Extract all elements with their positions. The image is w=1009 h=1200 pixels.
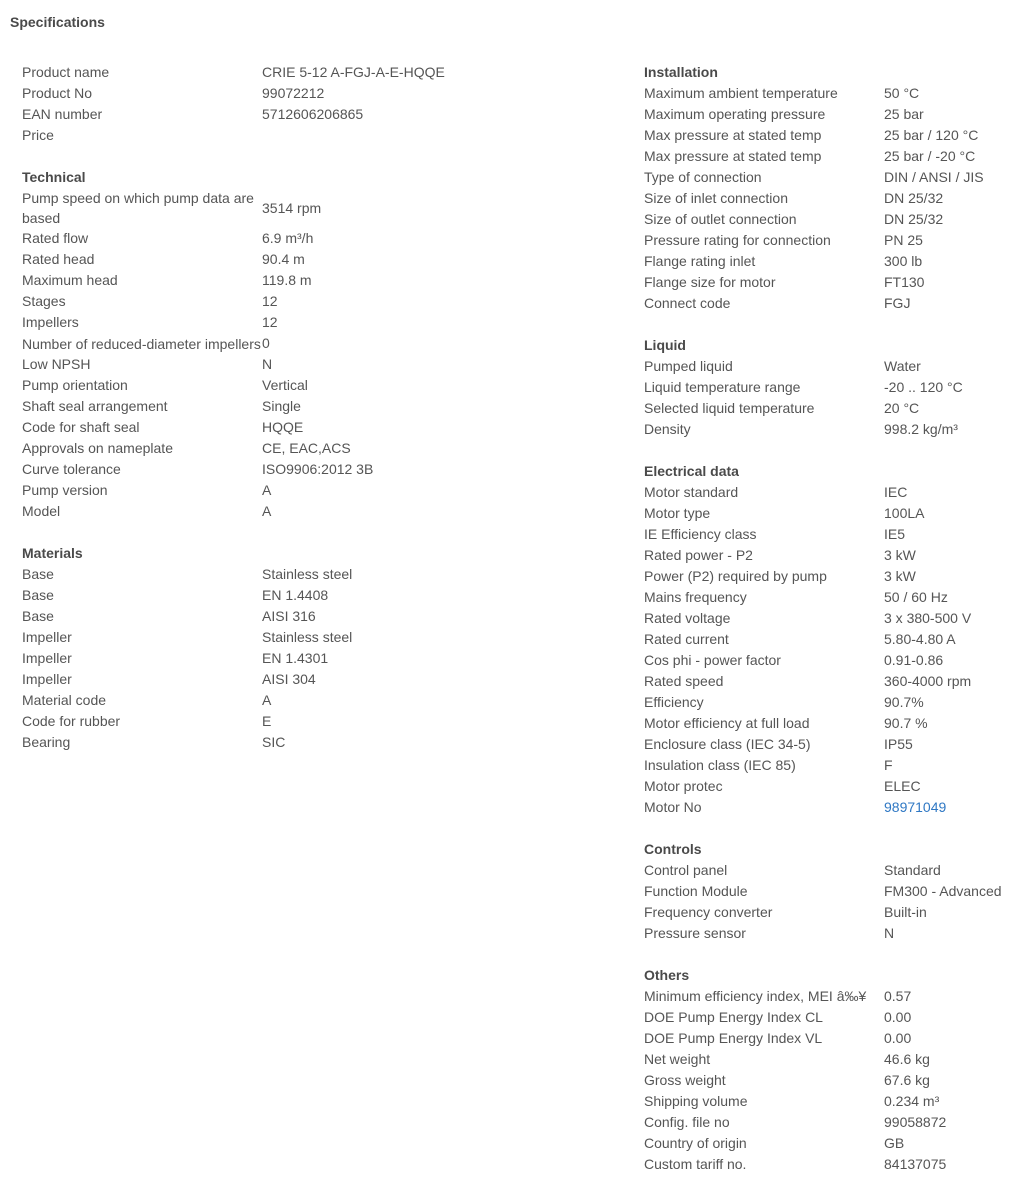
- spec-row: [22, 417, 542, 438]
- spec-value: IP55: [884, 736, 913, 752]
- spec-value: 99058872: [884, 1114, 947, 1130]
- spec-value: 99072212: [262, 85, 325, 101]
- spec-row: [22, 606, 542, 627]
- spec-label: Impeller: [22, 650, 72, 666]
- controls-title: Controls: [644, 841, 702, 857]
- electrical-section: [644, 461, 1009, 818]
- spec-value: ELEC: [884, 778, 921, 794]
- spec-value: 12: [262, 314, 278, 330]
- spec-label: Density: [644, 421, 691, 437]
- spec-label: Net weight: [644, 1051, 711, 1067]
- spec-row: [22, 669, 542, 690]
- spec-value: 20 °C: [884, 400, 920, 416]
- spec-label: DOE Pump Energy Index CL: [644, 1009, 823, 1025]
- materials-title: Materials: [22, 545, 83, 561]
- spec-label: Pressure rating for connection: [644, 232, 831, 248]
- spec-label: Motor protec: [644, 778, 723, 794]
- spec-value: 90.7 %: [884, 715, 928, 731]
- spec-label: Enclosure class (IEC 34-5): [644, 736, 811, 752]
- spec-row: [22, 375, 542, 396]
- spec-row: [22, 648, 542, 669]
- spec-value: -20 .. 120 °C: [884, 379, 963, 395]
- others-title: Others: [644, 967, 690, 983]
- spec-value: HQQE: [262, 419, 304, 435]
- spec-row: [22, 104, 542, 125]
- spec-value: N: [262, 356, 273, 372]
- spec-row: [644, 146, 1009, 167]
- spec-value: DN 25/32: [884, 211, 944, 227]
- technical-title: Technical: [22, 169, 86, 185]
- spec-value: AISI 304: [262, 671, 316, 687]
- spec-row: [22, 627, 542, 648]
- spec-value: GB: [884, 1135, 905, 1151]
- spec-row: [22, 62, 542, 83]
- spec-row: [644, 1028, 1009, 1049]
- spec-label: Bearing: [22, 734, 71, 750]
- electrical-title: Electrical data: [644, 463, 739, 479]
- spec-row: [644, 986, 1009, 1007]
- spec-label: Size of outlet connection: [644, 211, 797, 227]
- spec-value: 100LA: [884, 505, 925, 521]
- spec-row: [644, 860, 1009, 881]
- spec-label: Curve tolerance: [22, 461, 121, 477]
- spec-label: Flange rating inlet: [644, 253, 756, 269]
- spec-row: [644, 566, 1009, 587]
- spec-row: [22, 396, 542, 417]
- spec-value: 0.91-0.86: [884, 652, 944, 668]
- spec-label: Type of connection: [644, 169, 762, 185]
- spec-row: [644, 692, 1009, 713]
- spec-row: [644, 1112, 1009, 1133]
- spec-label: Function Module: [644, 883, 748, 899]
- spec-row: [22, 711, 542, 732]
- installation-title: Installation: [644, 64, 718, 80]
- spec-row: [22, 188, 542, 228]
- spec-value: 84137075: [884, 1156, 947, 1172]
- spec-value: AISI 316: [262, 608, 316, 624]
- installation-section: [644, 62, 1009, 314]
- spec-label: Product No: [22, 85, 93, 101]
- spec-label: Mains frequency: [644, 589, 747, 605]
- spec-value: 3 kW: [884, 547, 916, 563]
- spec-label: EAN number: [22, 106, 103, 122]
- spec-row: [22, 564, 542, 585]
- spec-row: [644, 881, 1009, 902]
- materials-section: [22, 543, 542, 753]
- spec-row: [22, 480, 542, 501]
- spec-value: 119.8 m: [262, 272, 312, 288]
- spec-row: [644, 713, 1009, 734]
- spec-row: [644, 377, 1009, 398]
- spec-value: 50 °C: [884, 85, 920, 101]
- spec-row: [644, 1154, 1009, 1175]
- spec-value: 90.4 m: [262, 251, 305, 267]
- spec-label: Power (P2) required by pump: [644, 568, 827, 584]
- spec-value: DIN / ANSI / JIS: [884, 169, 984, 185]
- spec-label: Minimum efficiency index, MEI â‰¥: [644, 988, 867, 1004]
- spec-value: FT130: [884, 274, 925, 290]
- spec-value: Built-in: [884, 904, 927, 920]
- spec-value: 25 bar / 120 °C: [884, 127, 979, 143]
- spec-row: [644, 1070, 1009, 1091]
- spec-value: CRIE 5-12 A-FGJ-A-E-HQQE: [262, 64, 445, 80]
- spec-label: Country of origin: [644, 1135, 747, 1151]
- spec-label: Rated voltage: [644, 610, 731, 626]
- spec-label: Pumped liquid: [644, 358, 733, 374]
- spec-row: [644, 167, 1009, 188]
- spec-label: Liquid temperature range: [644, 379, 801, 395]
- spec-row: [644, 104, 1009, 125]
- spec-row: [22, 125, 542, 146]
- spec-value: Vertical: [262, 377, 308, 393]
- spec-value: A: [262, 503, 272, 519]
- spec-row: [644, 902, 1009, 923]
- spec-label: Motor standard: [644, 484, 739, 500]
- spec-label: Control panel: [644, 862, 728, 878]
- spec-value: 0.57: [884, 988, 912, 1004]
- spec-row: [644, 734, 1009, 755]
- spec-label: Gross weight: [644, 1072, 726, 1088]
- spec-label: Base: [22, 608, 54, 624]
- spec-label: Efficiency: [644, 694, 704, 710]
- spec-label: Cos phi - power factor: [644, 652, 781, 668]
- spec-row: [644, 1091, 1009, 1112]
- spec-label: Stages: [22, 293, 66, 309]
- spec-label: Approvals on nameplate: [22, 440, 173, 456]
- spec-row: [644, 230, 1009, 251]
- spec-value: ISO9906:2012 3B: [262, 461, 374, 477]
- spec-value: IEC: [884, 484, 908, 500]
- spec-label: Rated head: [22, 251, 95, 267]
- spec-value: 360-4000 rpm: [884, 673, 972, 689]
- spec-label: Low NPSH: [22, 356, 91, 372]
- spec-row: [644, 1007, 1009, 1028]
- spec-row: [644, 587, 1009, 608]
- motor-no-link[interactable]: 98971049: [884, 799, 947, 815]
- spec-row: [22, 270, 542, 291]
- general-section: [22, 62, 542, 146]
- spec-row: [644, 482, 1009, 503]
- liquid-section: [644, 335, 1009, 440]
- spec-value: DN 25/32: [884, 190, 944, 206]
- spec-label: Impellers: [22, 314, 79, 330]
- spec-label: Maximum ambient temperature: [644, 85, 838, 101]
- spec-value: A: [262, 482, 272, 498]
- spec-row: [644, 83, 1009, 104]
- spec-value: 25 bar: [884, 106, 924, 122]
- spec-value: 67.6 kg: [884, 1072, 930, 1088]
- spec-row: [644, 608, 1009, 629]
- spec-label: Base: [22, 566, 54, 582]
- spec-row: [22, 333, 542, 354]
- spec-value: 90.7%: [884, 694, 924, 710]
- spec-label: Config. file no: [644, 1114, 730, 1130]
- spec-row: [22, 459, 542, 480]
- spec-row: [644, 755, 1009, 776]
- spec-row: [644, 923, 1009, 944]
- spec-value: 3 x 380-500 V: [884, 610, 972, 626]
- spec-label: Rated power - P2: [644, 547, 753, 563]
- spec-row: [644, 356, 1009, 377]
- spec-label: Number of reduced-diameter impellers: [22, 335, 261, 352]
- spec-label: Motor type: [644, 505, 711, 521]
- spec-label: Pump orientation: [22, 377, 128, 393]
- spec-value: 6.9 m³/h: [262, 230, 314, 246]
- right-column: [644, 62, 1009, 1196]
- spec-label: Maximum operating pressure: [644, 106, 826, 122]
- spec-value: 300 lb: [884, 253, 923, 269]
- spec-value: Stainless steel: [262, 629, 353, 645]
- spec-label: Price: [22, 127, 54, 143]
- spec-value: 5712606206865: [262, 106, 364, 122]
- spec-row: [644, 629, 1009, 650]
- spec-row: [644, 776, 1009, 797]
- spec-row: [644, 524, 1009, 545]
- spec-row: [22, 585, 542, 606]
- spec-row: [644, 209, 1009, 230]
- spec-label: Motor No: [644, 799, 702, 815]
- spec-label: Insulation class (IEC 85): [644, 757, 796, 773]
- spec-label: Maximum head: [22, 272, 118, 288]
- spec-label: Max pressure at stated temp: [644, 148, 822, 164]
- spec-label: Rated speed: [644, 673, 724, 689]
- spec-label: Code for shaft seal: [22, 419, 140, 435]
- spec-value: E: [262, 713, 272, 729]
- spec-value: 5.80-4.80 A: [884, 631, 956, 647]
- spec-label: IE Efficiency class: [644, 526, 757, 542]
- spec-label: Base: [22, 587, 54, 603]
- spec-row: [644, 503, 1009, 524]
- spec-label: Code for rubber: [22, 713, 121, 729]
- spec-label: Custom tariff no.: [644, 1156, 747, 1172]
- spec-label: Frequency converter: [644, 904, 773, 920]
- spec-value: Standard: [884, 862, 941, 878]
- spec-label: Shipping volume: [644, 1093, 748, 1109]
- spec-value: 0.00: [884, 1030, 912, 1046]
- spec-value: 12: [262, 293, 278, 309]
- spec-value: 50 / 60 Hz: [884, 589, 948, 605]
- spec-row: [644, 1133, 1009, 1154]
- spec-value: SIC: [262, 734, 286, 750]
- spec-value: CE, EAC,ACS: [262, 440, 351, 456]
- spec-value: N: [884, 925, 895, 941]
- spec-label: Pressure sensor: [644, 925, 746, 941]
- spec-value: PN 25: [884, 232, 923, 248]
- spec-value: A: [262, 692, 272, 708]
- spec-label: DOE Pump Energy Index VL: [644, 1030, 823, 1046]
- spec-label: Impeller: [22, 671, 72, 687]
- spec-value: IE5: [884, 526, 906, 542]
- spec-value: F: [884, 757, 893, 773]
- spec-label: Pump speed on which pump data are based: [22, 190, 254, 226]
- spec-value: EN 1.4408: [262, 587, 329, 603]
- spec-value: FM300 - Advanced: [884, 883, 1002, 899]
- spec-row: [22, 501, 542, 522]
- spec-row: [22, 83, 542, 104]
- spec-row: [644, 1049, 1009, 1070]
- spec-value: 46.6 kg: [884, 1051, 930, 1067]
- spec-label: Pump version: [22, 482, 108, 498]
- others-section: [644, 965, 1009, 1175]
- spec-row: [644, 125, 1009, 146]
- spec-label: Product name: [22, 64, 110, 80]
- spec-row: [22, 438, 542, 459]
- spec-value: 0.00: [884, 1009, 912, 1025]
- spec-label: Max pressure at stated temp: [644, 127, 822, 143]
- spec-value: 0.234 m³: [884, 1093, 940, 1109]
- spec-label: Shaft seal arrangement: [22, 398, 168, 414]
- spec-value: Single: [262, 398, 301, 414]
- spec-row: [22, 732, 542, 753]
- spec-label: Material code: [22, 692, 107, 708]
- spec-value: 3 kW: [884, 568, 916, 584]
- spec-row: [22, 354, 542, 375]
- technical-section: [22, 167, 542, 522]
- spec-row: [644, 188, 1009, 209]
- spec-label: Impeller: [22, 629, 72, 645]
- liquid-title: Liquid: [644, 337, 686, 353]
- spec-row: [644, 251, 1009, 272]
- spec-label: Model: [22, 503, 61, 519]
- spec-value: 0: [262, 335, 270, 351]
- spec-value: FGJ: [884, 295, 911, 311]
- spec-label: Rated current: [644, 631, 729, 647]
- controls-section: [644, 839, 1009, 944]
- spec-row: [644, 419, 1009, 440]
- spec-row-motor-no: [644, 797, 1009, 818]
- spec-label: Rated flow: [22, 230, 89, 246]
- spec-row: [22, 690, 542, 711]
- spec-label: Connect code: [644, 295, 731, 311]
- spec-label: Motor efficiency at full load: [644, 715, 810, 731]
- spec-row: [644, 545, 1009, 566]
- spec-row: [644, 398, 1009, 419]
- spec-row: [22, 291, 542, 312]
- spec-value: Water: [884, 358, 921, 374]
- left-column: [22, 62, 542, 774]
- spec-value: 998.2 kg/m³: [884, 421, 958, 437]
- page-title: Specifications: [10, 14, 105, 30]
- spec-row: [644, 671, 1009, 692]
- spec-value: 3514 rpm: [262, 199, 322, 216]
- spec-label: Flange size for motor: [644, 274, 776, 290]
- spec-label: Size of inlet connection: [644, 190, 788, 206]
- spec-value: EN 1.4301: [262, 650, 329, 666]
- spec-row: [22, 228, 542, 249]
- spec-row: [644, 293, 1009, 314]
- spec-row: [644, 650, 1009, 671]
- spec-row: [22, 312, 542, 333]
- spec-value: Stainless steel: [262, 566, 353, 582]
- spec-row: [22, 249, 542, 270]
- spec-row: [644, 272, 1009, 293]
- spec-value: 25 bar / -20 °C: [884, 148, 976, 164]
- spec-label: Selected liquid temperature: [644, 400, 815, 416]
